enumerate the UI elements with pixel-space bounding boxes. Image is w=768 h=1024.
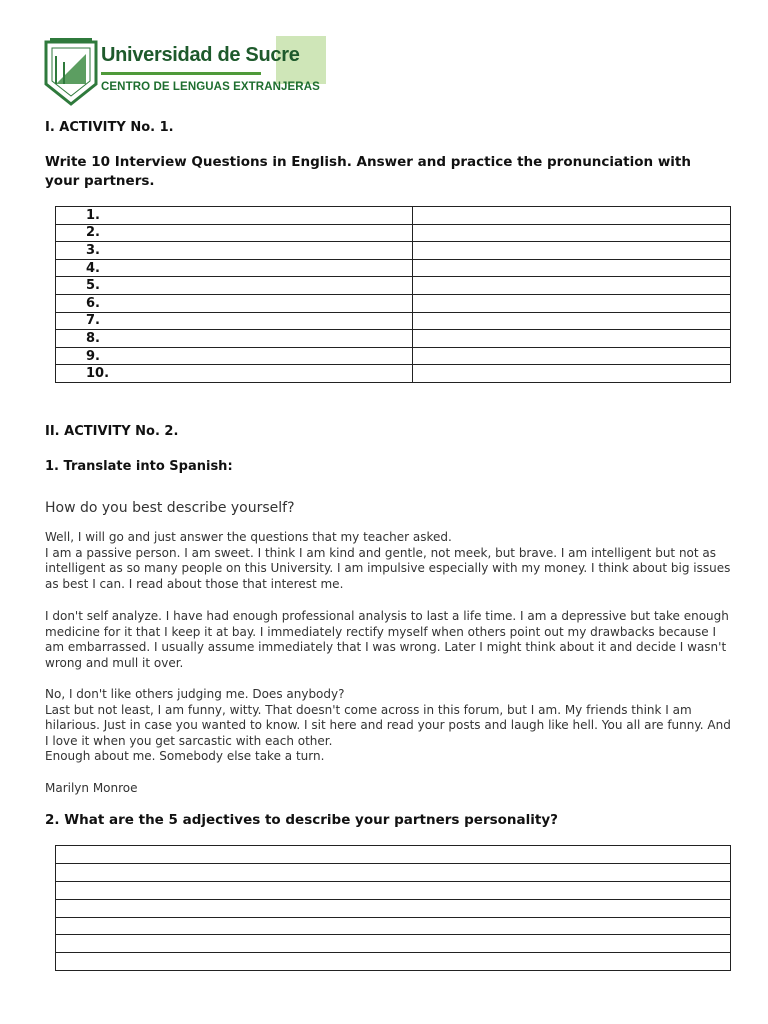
answer-line[interactable] [56,863,731,881]
answer-cell[interactable] [413,330,731,348]
reading-author: Marilyn Monroe [45,781,138,795]
question-number: 7. [56,312,413,330]
answer-line[interactable] [56,917,731,935]
question-row [56,207,731,225]
answer-cell[interactable] [413,224,731,242]
answer-line[interactable] [56,881,731,899]
answer-cell[interactable] [413,242,731,260]
answer-cell[interactable] [413,259,731,277]
question-number: 8. [56,330,413,348]
reading-paragraph: I don't self analyze. I have had enough professional analysis to last a life time. I am a depressive but take enough medicine for it that I keep it at bay. I immediately rectify myself when others point out my drawbacks because I am embarrassed. I usually assume immediately that I was wrong. Later I might think about it and decide I wasn't wrong and mull it over. [45,609,729,670]
answer-cell[interactable] [413,365,731,383]
question-number: 2. [56,224,413,242]
translate-task: 1. Translate into Spanish: [45,459,233,474]
question-row [56,277,731,295]
question-row [56,365,731,383]
question-row [56,347,731,365]
question-row [56,312,731,330]
question-row [56,259,731,277]
center-name: CENTRO DE LENGUAS EXTRANJERAS [101,81,320,93]
reading-title: How do you best describe yourself? [45,500,295,516]
question-number: 5. [56,277,413,295]
activity-2-heading: II. ACTIVITY No. 2. [45,424,179,439]
question-number: 3. [56,242,413,260]
question-row [56,294,731,312]
letterhead-rule [101,72,261,75]
letterhead-text [101,44,320,93]
question-row [56,330,731,348]
question-number: 9. [56,347,413,365]
answer-cell[interactable] [413,347,731,365]
answer-cell[interactable] [413,312,731,330]
adjectives-task: 2. What are the 5 adjectives to describe your partners personality? [45,812,558,828]
answer-cell[interactable] [413,294,731,312]
answer-cell[interactable] [413,277,731,295]
answer-line[interactable] [56,935,731,953]
adjectives-answer-table [55,845,731,971]
answer-cell[interactable] [413,207,731,225]
reading-paragraph: No, I don't like others judging me. Does anybody? Last but not least, I am funny, witty. That doesn't come across in this forum, but I am. My friends think I am hilarious. Just in case you wanted to know. I sit here and read your posts and laugh like hell. You all are funny. And I love it when you get sarcastic with each other. Enough about me. Somebody else take a turn. [45,687,731,764]
answer-line[interactable] [56,899,731,917]
question-row [56,224,731,242]
question-number: 1. [56,207,413,225]
activity-1-instruction: Write 10 Interview Questions in English. Answer and practice the pronunciation with your partners. [45,154,691,189]
answer-line[interactable] [56,953,731,971]
question-number: 4. [56,259,413,277]
interview-questions-table [55,206,731,383]
reading-paragraph: Well, I will go and just answer the questions that my teacher asked. I am a passive person. I am sweet. I think I am kind and gentle, not meek, but brave. I am intelligent but not as intelligent as so many people on this University. I am impulsive especially with my money. I think about big issues as best I can. I read about those that interest me. [45,530,731,591]
question-number: 10. [56,365,413,383]
activity-1-heading: I. ACTIVITY No. 1. [45,120,174,135]
question-row [56,242,731,260]
university-name: Universidad de Sucre [101,44,300,66]
answer-line[interactable] [56,846,731,864]
question-number: 6. [56,294,413,312]
